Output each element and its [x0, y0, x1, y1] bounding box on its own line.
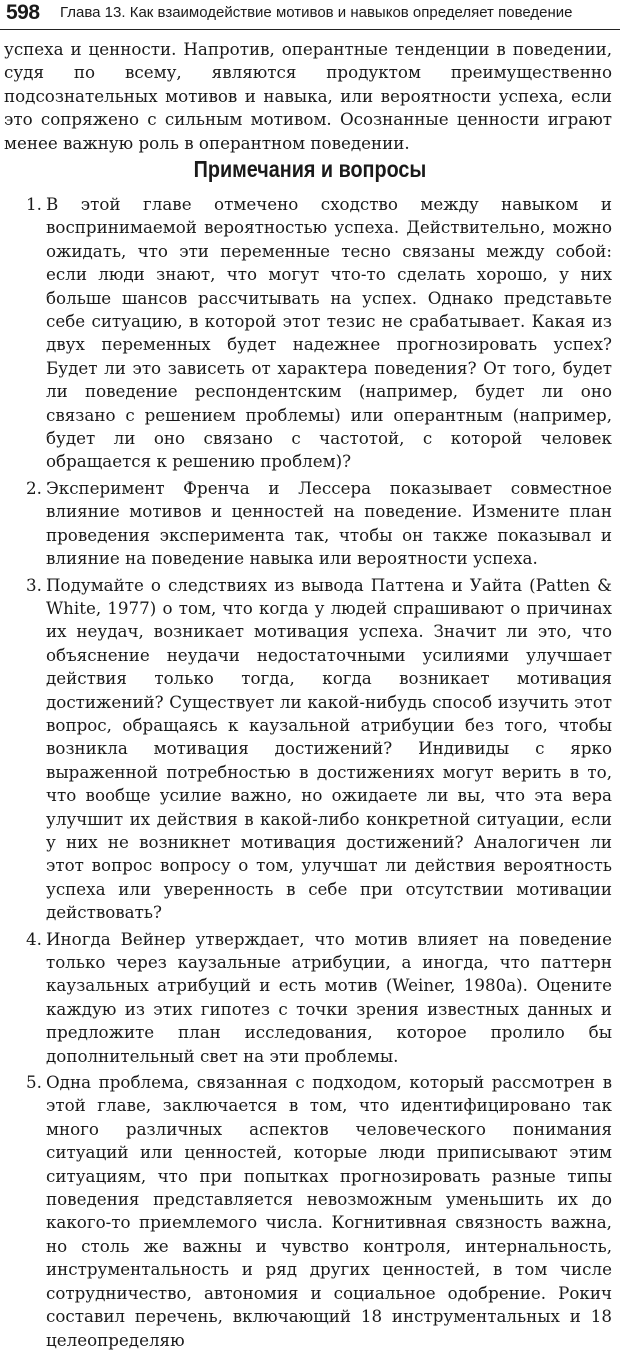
intro-paragraph: успеха и ценности. Напротив, оперантные тенденции в поведении, судя по всему, являются продуктом преимущественно подсознательных мотивов и навыка, или вероятности успеха, если это сопряжено с сильным мотивом. Осознанные ценности играют менее важную роль в оперантном поведении.	[4, 39, 612, 153]
note-item	[4, 574, 612, 925]
note-text: Подумайте о следствиях из вывода Паттена и Уайта (Patten & White, 1977) о том, что когда у людей спрашивают о причинах их неудач, возникает мотивация успеха. Значит ли это, что объяснение неудачи недостаточными усилиями улучшает действия только тогда, когда возникает мотивация достижений? Существует ли какой-нибудь способ изучить этот вопрос, обращаясь к каузальной атрибуции без того, чтобы возникла мотивация достижений? Индивиды с ярко выраженной потребностью в достижениях могут верить в то, что вообще усилие важно, но ожидаете ли вы, что эта вера улучшит их действия в какой-либо конкретной ситуации, если у них не возникнет мотивация достижений? Аналогичен ли этот вопрос вопросу о том, улучшат ли действия вероятность успеха или уверенность в себе при отсутствии мотивации действовать?	[46, 574, 612, 923]
page-body	[4, 38, 612, 1350]
page-number: 598	[6, 1, 40, 24]
note-number: 4.	[26, 928, 42, 949]
note-number: 3.	[26, 574, 42, 595]
note-item	[4, 477, 612, 571]
note-text: Иногда Вейнер утверждает, что мотив влияет на поведение только через каузальные атрибуции, а иногда, что паттерн каузальных атрибуций и есть мотив (Weiner, 1980a). Оцените каждую из этих гипотез с точки зрения известных данных и предложите план исследования, которое пролило бы дополнительный свет на эти проблемы.	[46, 928, 612, 1066]
note-item	[4, 1071, 612, 1352]
note-number: 1.	[26, 194, 42, 214]
note-text: В этой главе отмечено сходство между навыком и воспринимаемой вероятностью успеха. Действительно, можно ожидать, что эти переменные тесно связаны между собой: если люди знают, что могут что-то сделать хорошо, у них больше шансов рассчитывать на успех. Однако представьте себе ситуацию, в которой этот тезис не срабатывает. Какая из двух переменных будет надежнее прогнозировать успех? Будет ли это зависеть от характера поведения? От того, будет ли поведение респондентским (например, будет ли оно связано с решением проблемы) или оперантным (например, будет ли оно связано с частотой, с которой человек обращается к решению проблем)?	[46, 194, 612, 472]
notes-list	[4, 193, 612, 1355]
note-number: 5.	[26, 1072, 42, 1093]
note-item	[4, 928, 612, 1068]
note-text: Одна проблема, связанная с подходом, который рассмотрен в этой главе, заключается в том, что идентифицировано так много различных аспектов человеческого понимания ситуаций или ценностей, которые люди приписывают этим ситуациям, что при попытках прогнозировать разные типы поведения представляется невозможным уменьшить их до какого-то приемлемого числа. Когнитивная связность важна, но столь же важны и чувство контроля, интернальность, инструментальность и ряд других ценностей, в том числе сотрудничество, автономия и социальное одобрение. Рокич составил перечень, включающий 18 инструментальных и 18 целеопределяю	[46, 1072, 612, 1350]
note-text: Эксперимент Френча и Лессера показывает совместное влияние мотивов и ценностей на поведение. Измените план проведения эксперимента так, чтобы он также показывал и влияние на поведение навыка или вероятности успеха.	[46, 477, 612, 569]
note-number: 2.	[26, 477, 42, 498]
note-item	[4, 193, 612, 474]
running-title: Глава 13. Как взаимодействие мотивов и навыков определяет поведение	[60, 4, 573, 21]
page-header	[0, 0, 620, 30]
section-title: Примечания и вопросы	[193, 156, 427, 182]
